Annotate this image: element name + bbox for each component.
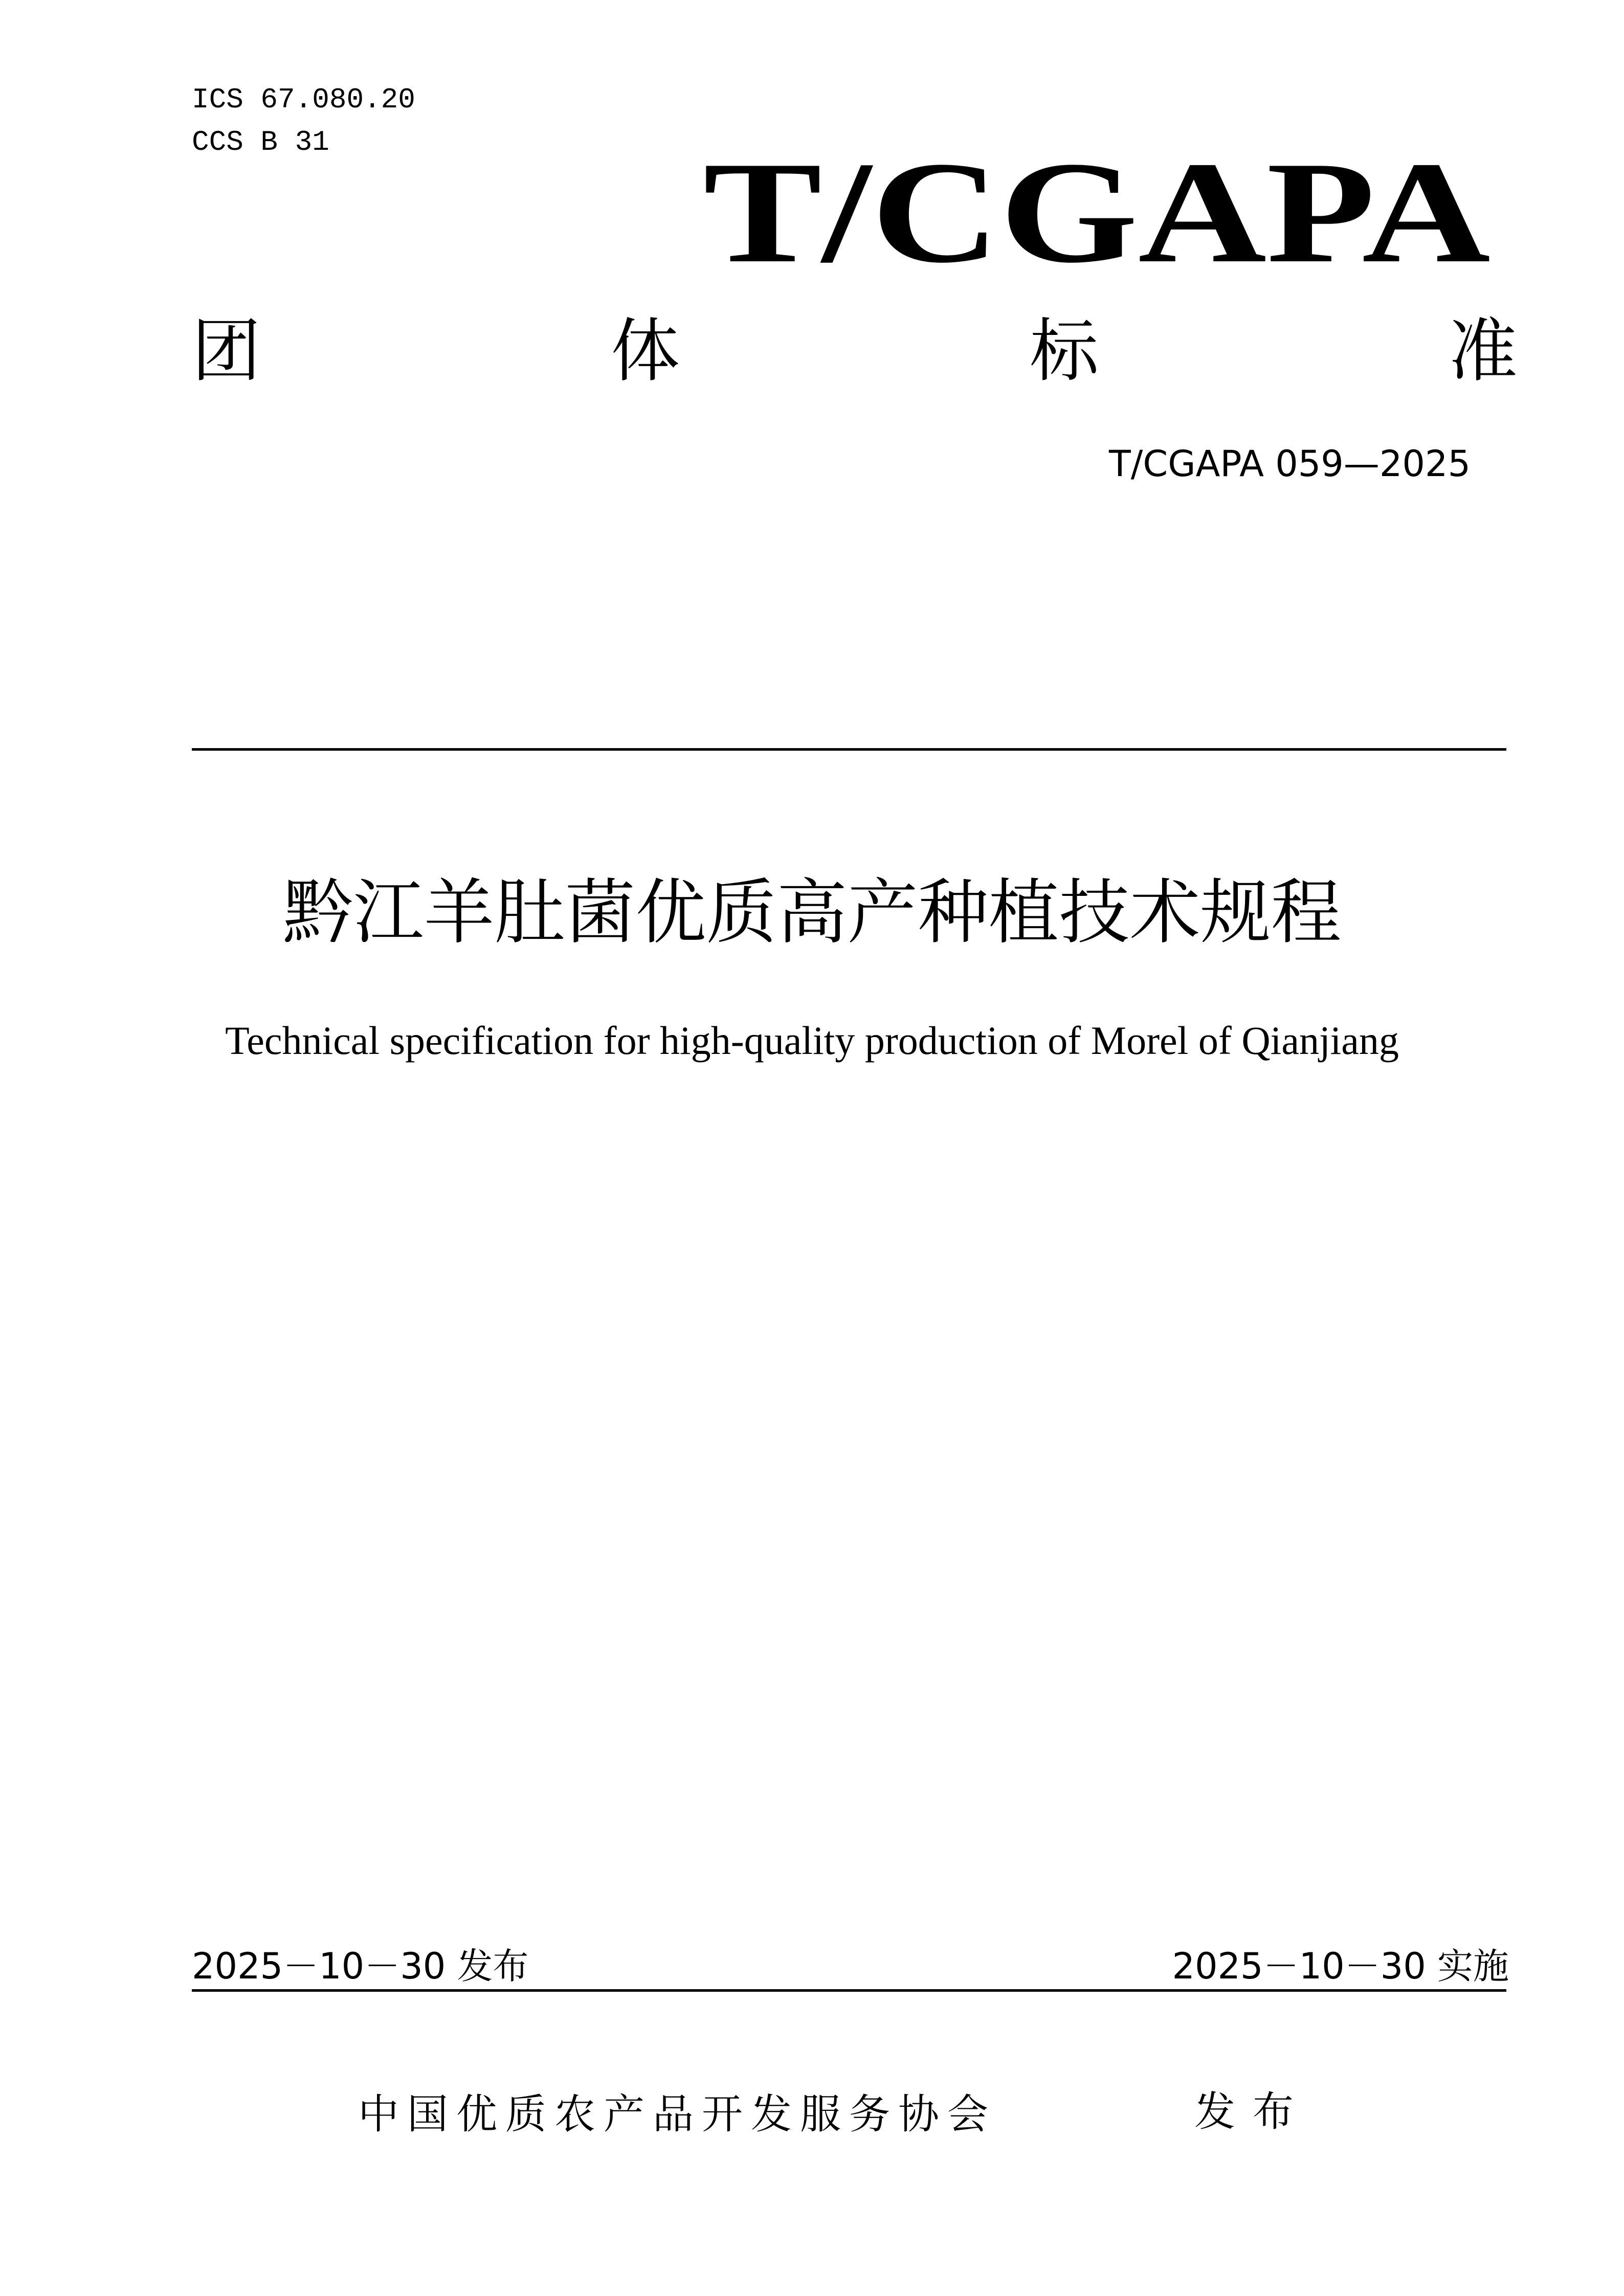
- document-title-chinese: 黔江羊肚菌优质高产种植技术规程: [282, 871, 1342, 954]
- bottom-divider: [192, 1989, 1506, 1992]
- standard-number: T/CGAPA 059—2025: [1109, 443, 1471, 485]
- category-char: 团: [192, 311, 261, 391]
- implementation-date: 2025－10－30 实施: [1172, 1945, 1509, 1987]
- standard-category: [192, 313, 1518, 390]
- top-divider: [192, 748, 1506, 751]
- standard-logo-text: T/CGAPA: [703, 131, 1490, 293]
- ccs-code: CCS B 31: [192, 126, 329, 159]
- ics-code: ICS 67.080.20: [192, 83, 415, 116]
- publish-label: 发布: [1194, 2088, 1311, 2135]
- issue-date: 2025－10－30 发布: [192, 1945, 529, 1987]
- publisher-name: 中国优质农产品开发服务协会: [358, 2090, 996, 2138]
- category-char: 标: [1030, 311, 1099, 391]
- category-char: 准: [1449, 311, 1518, 391]
- document-title-english: Technical specification for high-quality production of Morel of Qianjiang: [225, 1018, 1399, 1063]
- category-char: 体: [611, 311, 680, 391]
